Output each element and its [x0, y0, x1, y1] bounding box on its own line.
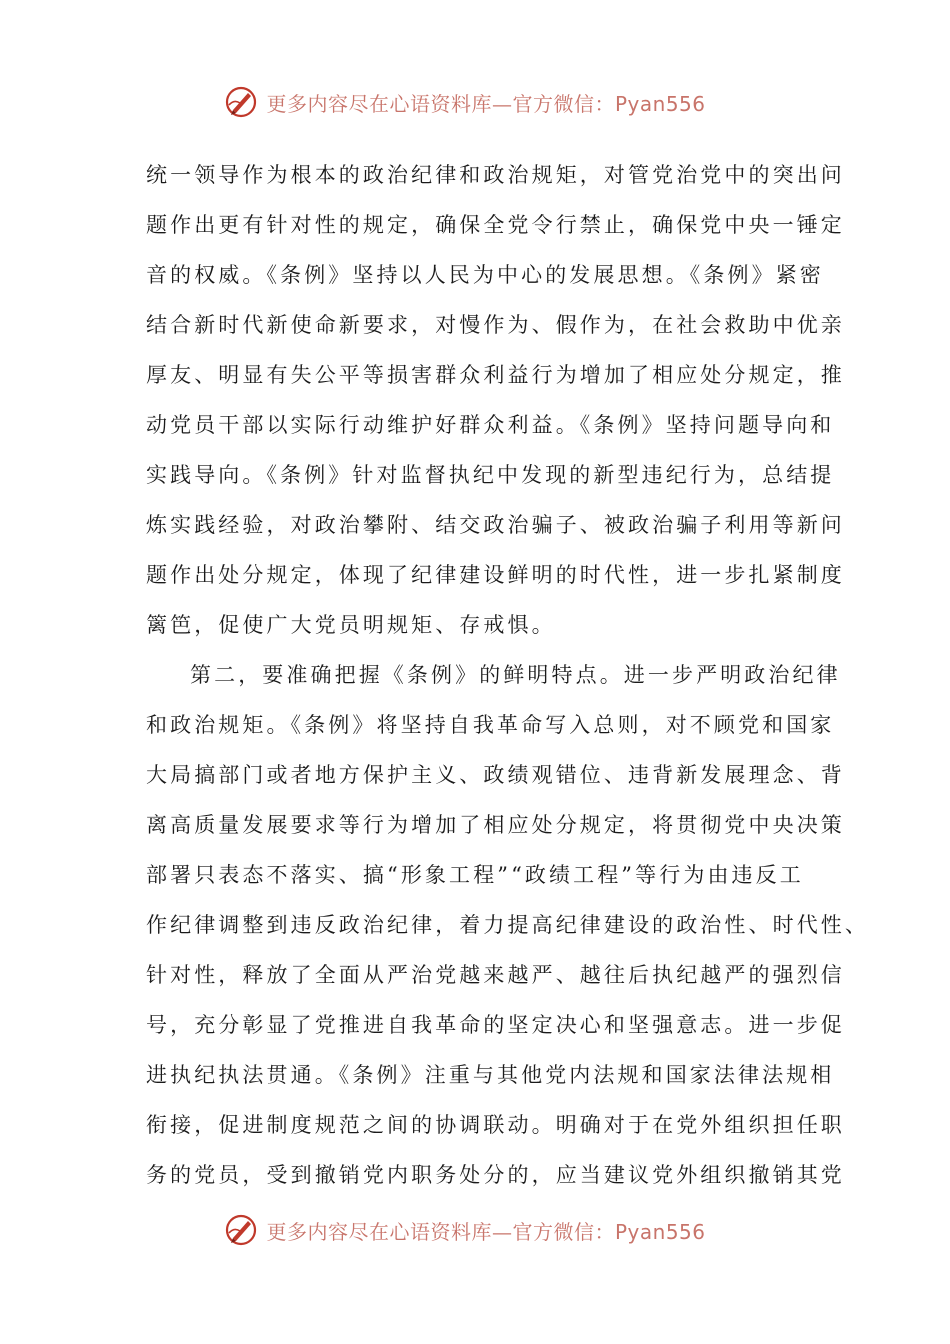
footer-dash: — [491, 1219, 513, 1244]
body-line: 和政治规矩。《条例》将坚持自我革命写入总则，对不顾党和国家 [146, 713, 835, 737]
header-dash: — [491, 91, 513, 116]
header-banner-inner [224, 85, 705, 119]
pen-logo-icon [224, 1213, 258, 1247]
body-line: 作纪律调整到违反政治纪律，着力提高纪律建设的政治性、时代性、 [146, 913, 869, 937]
body-line: 实践导向。《条例》针对监督执纪中发现的新型违纪行为，总结提 [146, 463, 835, 487]
body-line: 务的党员，受到撤销党内职务处分的，应当建议党外组织撤销其党 [146, 1163, 845, 1187]
body-line: 炼实践经验，对政治攀附、结交政治骗子、被政治骗子利用等新问 [146, 513, 845, 537]
body-line: 衔接，促进制度规范之间的协调联动。明确对于在党外组织担任职 [146, 1113, 845, 1137]
document-body [146, 150, 869, 1200]
body-line: 大局搞部门或者地方保护主义、政绩观错位、违背新发展理念、背 [146, 763, 845, 787]
body-line: 题作出更有针对性的规定，确保全党令行禁止，确保党中央一锤定 [146, 213, 845, 237]
footer-site-name: 更多内容尽在心语资料库 [266, 1219, 492, 1244]
header-site-name: 更多内容尽在心语资料库 [266, 91, 492, 116]
footer-wechat-label: 官方微信： [512, 1219, 615, 1244]
paragraph-start-line: 第二，要准确把握《条例》的鲜明特点。进一步严明政治纪律 [190, 663, 841, 687]
body-line: 音的权威。《条例》坚持以人民为中心的发展思想。《条例》紧密 [146, 263, 824, 287]
body-line: 统一领导作为根本的政治纪律和政治规矩，对管党治党中的突出问 [146, 163, 845, 187]
header-banner [0, 82, 950, 122]
body-line: 篱笆，促使广大党员明规矩、存戒惧。 [146, 613, 556, 637]
body-line: 针对性，释放了全面从严治党越来越严、越往后执纪越严的强烈信 [146, 963, 845, 987]
footer-wechat-id: Pyan556 [614, 1219, 706, 1244]
header-wechat-id: Pyan556 [614, 91, 706, 116]
footer-banner-inner [224, 1213, 705, 1247]
header-banner-text [266, 88, 705, 117]
footer-banner [0, 1210, 950, 1250]
pen-logo-icon [224, 85, 258, 119]
body-line: 厚友、明显有失公平等损害群众利益行为增加了相应处分规定，推 [146, 363, 845, 387]
body-line: 号，充分彰显了党推进自我革命的坚定决心和坚强意志。进一步促 [146, 1013, 845, 1037]
body-line: 离高质量发展要求等行为增加了相应处分规定，将贯彻党中央决策 [146, 813, 845, 837]
header-wechat-label: 官方微信： [512, 91, 615, 116]
body-line: 题作出处分规定，体现了纪律建设鲜明的时代性，进一步扎紧制度 [146, 563, 845, 587]
body-line: 结合新时代新使命新要求，对慢作为、假作为，在社会救助中优亲 [146, 313, 845, 337]
footer-banner-text [266, 1216, 705, 1245]
body-line: 进执纪执法贯通。《条例》注重与其他党内法规和国家法律法规相 [146, 1063, 835, 1087]
body-line: 动党员干部以实际行动维护好群众利益。《条例》坚持问题导向和 [146, 413, 835, 437]
body-line: 部署只表态不落实、搞“形象工程”“政绩工程”等行为由违反工 [146, 863, 804, 887]
